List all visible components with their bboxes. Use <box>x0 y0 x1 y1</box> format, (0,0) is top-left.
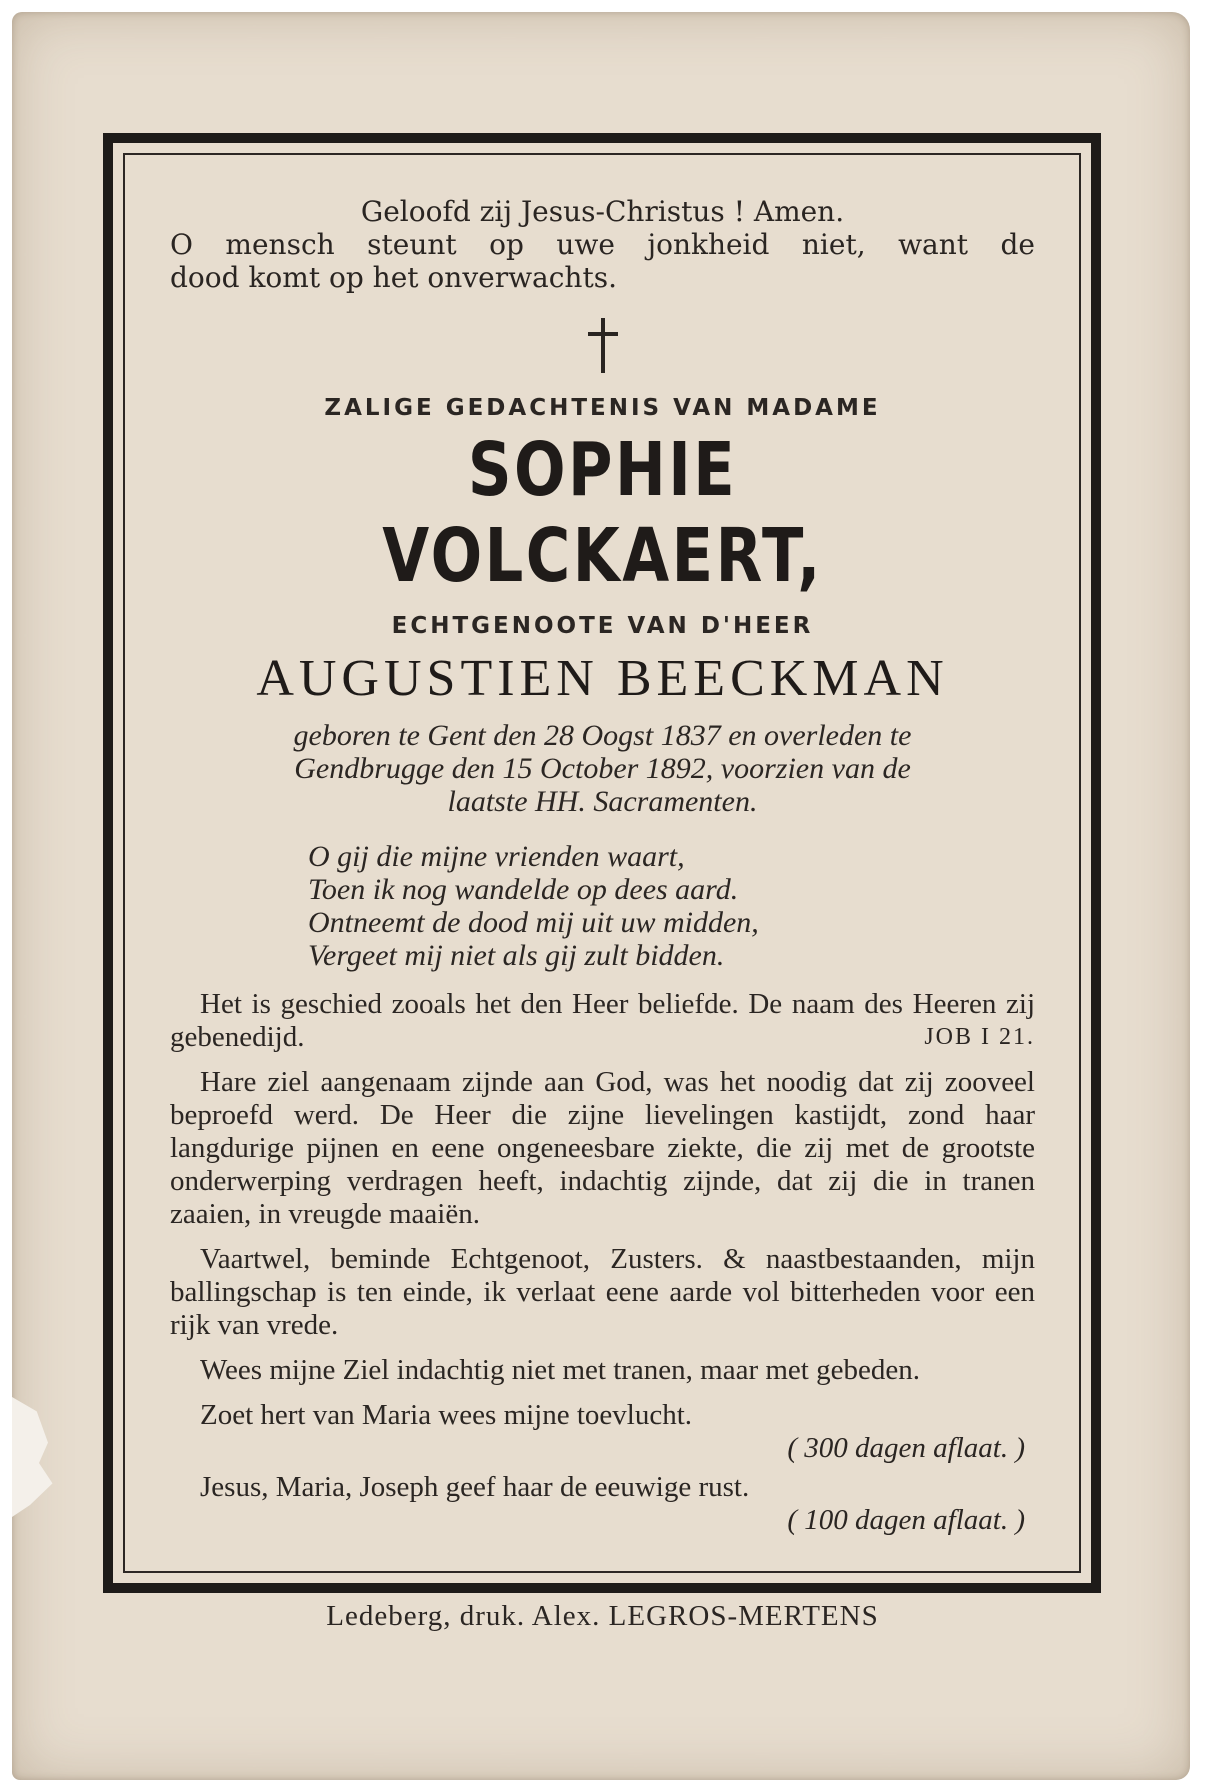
spouse-name: AUGUSTIEN BEECKMAN <box>256 650 949 707</box>
paragraph-farewell: Vaartwel, beminde Echtgenoot, Zusters. & naastbestaanden, mijn ballingschap is ten einde, ik verlaat eene aarde vol bitterheden voor een rijk van vrede. <box>170 1243 1035 1341</box>
birth-death-line-3: laatste HH. Sacramenten. <box>447 785 758 818</box>
paragraph-remember: Wees mijne Ziel indachtig niet met tranen, maar met gebeden. <box>200 1354 920 1386</box>
indulgence-300: ( 300 dagen aflaat. ) <box>787 1432 1025 1464</box>
birth-death-dates <box>170 719 1035 818</box>
memorial-heading: ZALIGE GEDACHTENIS VAN MADAME <box>324 395 881 421</box>
birth-death-line-2: Gendbrugge den 15 October 1892, voorzien van de <box>294 752 911 785</box>
poem-line: Vergeet mij niet als gij zult bidden. <box>308 939 725 972</box>
scripture-text: Het is geschied zooals het den Heer beliefde. De naam des Heeren zij gebenedijd. <box>170 988 1035 1053</box>
intro-line-1: Geloofd zij Jesus-Christus ! Amen. <box>360 195 845 228</box>
card-text <box>170 195 1035 1537</box>
scripture-reference: JOB I 21. <box>924 1024 1035 1050</box>
intro-line-2: O mensch steunt op uwe jonkheid niet, want de <box>170 228 1035 261</box>
deceased-name: SOPHIE VOLCKAERT, <box>382 427 823 599</box>
intro-line-3: dood komt op het onverwachts. <box>170 261 617 294</box>
poem-line: O gij die mijne vrienden waart, <box>308 840 685 873</box>
indulgence-100: ( 100 dagen aflaat. ) <box>787 1504 1025 1536</box>
printer-imprint: Ledeberg, druk. Alex. LEGROS-MERTENS <box>326 1600 879 1632</box>
spouse-heading: ECHTGENOOTE VAN D'HEER <box>391 613 814 639</box>
poem-line: Toen ik nog wandelde op dees aard. <box>308 873 739 906</box>
prayer-1: Zoet hert van Maria wees mijne toevlucht. <box>200 1399 693 1431</box>
poem <box>308 840 1035 972</box>
birth-death-line-1: geboren te Gent den 28 Oogst 1837 en overleden te <box>293 719 912 752</box>
torn-edge <box>12 1397 57 1517</box>
paragraph-suffering: Hare ziel aangenaam zijnde aan God, was het noodig dat zij zooveel beproefd werd. De Heer die zijne lievelingen kastijdt, zond haar langdurige pijnen en eene ongeneesbare ziekte, die zij met de grootste onderwerping verdragen heeft, indachtig zijnde, dat zij die in tranen zaaien, in vreugde maaiën. <box>170 1066 1035 1230</box>
poem-line: Ontneemt de dood mij uit uw midden, <box>308 906 759 939</box>
prayer-2: Jesus, Maria, Joseph geef haar de eeuwige rust. <box>200 1471 750 1503</box>
intro <box>170 195 1035 294</box>
cross-icon <box>588 318 618 373</box>
